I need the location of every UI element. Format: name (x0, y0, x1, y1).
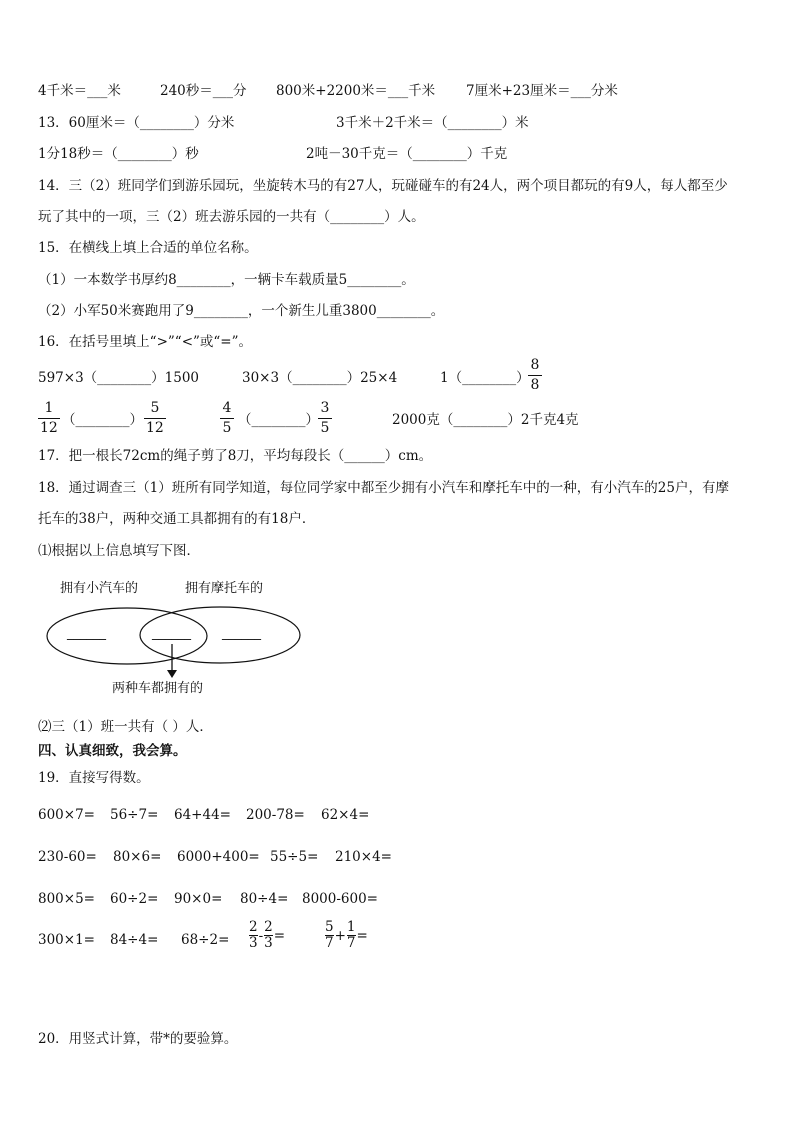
venn-bottom-label: 两种车都拥有的 (112, 681, 204, 696)
calc-item: 62×4= (321, 807, 370, 823)
calc-item: 6000+400= (177, 849, 260, 865)
calc-item: 600×7= (38, 807, 95, 823)
q18-part1: ⑴根据以上信息填写下图． (38, 543, 200, 559)
fraction-denominator: 3 (249, 935, 258, 951)
q16-row1-a: 597×3（________）1500 (38, 370, 200, 386)
fraction-numerator: 1 (346, 919, 356, 935)
line1-item-d: 7厘米+23厘米＝___分米 (466, 83, 618, 99)
fraction-numerator: 5 (150, 400, 160, 416)
fraction-3-5 (318, 400, 332, 437)
fraction-numerator: 8 (530, 357, 540, 373)
calc-item: 80÷4= (240, 891, 289, 907)
fraction-denominator: 7 (346, 935, 356, 951)
q19-title: 19．直接写得数。 (38, 770, 150, 786)
q18-line1: 18．通过调查三（1）班所有同学知道，每位同学家中都至少拥有小汽车和摩托车中的一种，有小汽车的25户，有摩 (38, 480, 729, 496)
q16-row2-blank2: （________） (238, 412, 319, 428)
fraction-denominator: 5 (320, 420, 330, 436)
calc-item: 60÷2= (110, 891, 159, 907)
calc-item: 64+44= (174, 807, 231, 823)
fraction-numerator: 5 (325, 919, 334, 935)
fraction-expression-2 (324, 920, 368, 951)
equals-sign: = (356, 927, 368, 944)
fraction-denominator: 8 (530, 377, 540, 393)
q15-part2: （2）小军50米赛跑用了9________，一个新生儿重3800________。 (38, 303, 445, 319)
q18-part2: ⑵三（1）班一共有（ ）人． (38, 719, 213, 735)
fraction-expression-1 (248, 920, 285, 951)
line1-item-c: 800米+2200米＝___千米 (276, 83, 436, 99)
q20-title: 20．用竖式计算，带*的要验算。 (38, 1031, 238, 1047)
fraction-denominator: 12 (40, 420, 58, 436)
venn-left-label: 拥有小汽车的 (60, 581, 139, 596)
fraction-denominator: 12 (146, 420, 164, 436)
venn-middle-blank: ______ (152, 626, 191, 641)
venn-left-blank: ______ (67, 626, 106, 641)
fraction-numerator: 1 (44, 400, 54, 416)
operator: + (334, 927, 346, 944)
equals-sign: = (273, 927, 286, 944)
fraction (264, 920, 273, 951)
q16-row2-blank1: （________） (62, 412, 143, 428)
calc-item: 200-78= (246, 807, 305, 823)
fraction (249, 920, 258, 951)
calc-item: 8000-600= (302, 891, 378, 907)
q14-line1: 14．三（2）班同学们到游乐园玩，坐旋转木马的有27人，玩碰碰车的有24人，两个项目都玩的有9人，每人都至少 (38, 178, 728, 194)
calc-item: 84÷4= (110, 932, 159, 948)
q17: 17．把一根长72cm的绳子剪了8刀，平均每段长（______）cm。 (38, 448, 433, 464)
calc-item: 800×5= (38, 891, 95, 907)
q14-line2: 玩了其中的一项，三（2）班去游乐园的一共有（________）人。 (38, 209, 425, 225)
q16-row1-c: 1（________） (440, 370, 530, 386)
fraction (347, 920, 356, 951)
q18-line2: 托车的38户，两种交通工具都拥有的有18户． (38, 511, 316, 527)
fraction-numerator: 2 (264, 919, 273, 935)
fraction-5-12 (144, 400, 166, 437)
calc-item: 56÷7= (110, 807, 159, 823)
calc-item: 55÷5= (270, 849, 319, 865)
q16-row1-b: 30×3（________）25×4 (242, 370, 398, 386)
fraction-denominator: 3 (264, 935, 273, 951)
fraction-4-5 (220, 400, 234, 437)
fraction-1-12 (38, 400, 60, 437)
calc-item: 300×1= (38, 932, 95, 948)
venn-right-blank: ______ (222, 626, 261, 641)
q15-title: 15．在横线上填上合适的单位名称。 (38, 240, 258, 256)
venn-right-label: 拥有摩托车的 (185, 581, 264, 596)
calc-item: 90×0= (174, 891, 223, 907)
fraction (325, 920, 334, 951)
line1-item-b: 240秒＝___分 (160, 83, 247, 99)
fraction-denominator: 7 (325, 935, 334, 951)
calc-item: 210×4= (335, 849, 392, 865)
line1-item-a: 4千米＝___米 (38, 83, 121, 99)
q16-title: 16．在括号里填上“>”“<”或“=”。 (38, 334, 253, 350)
fraction-numerator: 3 (320, 400, 330, 416)
section-four-heading: 四、认真细致，我会算。 (38, 743, 187, 759)
q13-item-d: 2吨－30千克＝（________）千克 (306, 146, 508, 162)
calc-item: 68÷2= (181, 932, 230, 948)
venn-diagram (40, 572, 310, 700)
calc-item: 230-60= (38, 849, 97, 865)
calc-item: 80×6= (113, 849, 162, 865)
arrow-head (167, 670, 177, 678)
fraction-8-8 (528, 357, 542, 394)
q13-item-a: 13．60厘米＝（________）分米 (38, 115, 235, 131)
q13-item-c: 1分18秒＝（________）秒 (38, 146, 199, 162)
q13-item-b: 3千米＋2千米＝（________）米 (336, 115, 529, 131)
fraction-numerator: 4 (222, 400, 232, 416)
q15-part1: （1）一本数学书厚约8________，一辆卡车载质量5________。 (38, 272, 415, 288)
fraction-numerator: 2 (249, 919, 258, 935)
fraction-denominator: 5 (222, 420, 232, 436)
operator: - (258, 927, 264, 944)
q16-row2-c: 2000克（________）2千克4克 (392, 412, 579, 428)
